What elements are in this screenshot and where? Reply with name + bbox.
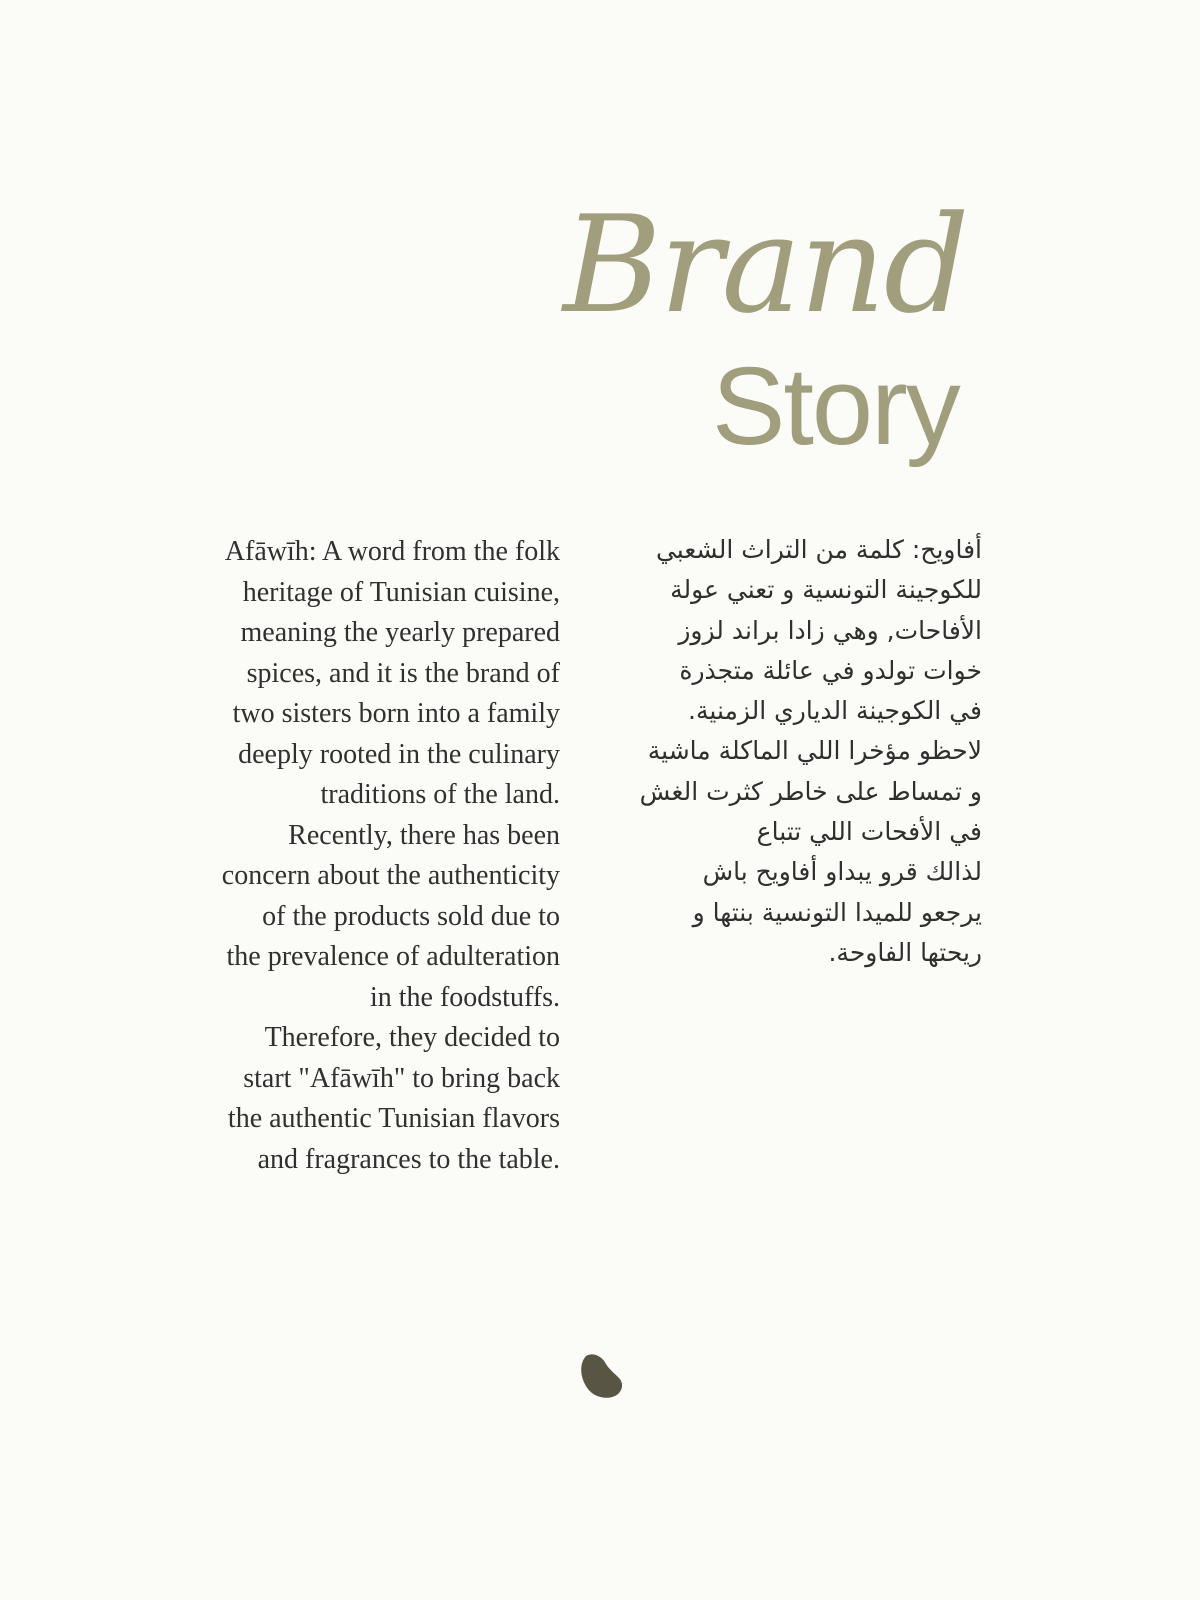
- english-story-text: Afāwīh: A word from the folk heritage of Tunisian cuisine, meaning the yearly prepared spices, and it is the brand of two sisters born into a family deeply rooted in the culinary traditions of the land. Recently, there has been concern about the authenticity of the products sold due to the prevalence of adulteration in the foodstuffs. Therefore, they decided to start "Afāwīh" to bring back the authentic Tunisian flavors and fragrances to the table.: [221, 536, 560, 1175]
- seed-mark-icon: [578, 1352, 624, 1398]
- arabic-story-text: أفاويح: كلمة من التراث الشعبي للكوجينة التونسية و تعني عولة الأفاحات, وهي زادا براند لزوز خوات تولدو في عائلة متجذرة في الكوجينة الدياري الزمنية. لاحظو مؤخرا اللي الماكلة ماشية و تمساط على خاطر كثرت الغش في الأفحات اللي تتباع لذالك قرو يبداو أفاويح باش يرجعو للميدا التونسية بنتها و ريحتها الفاوحة.: [639, 535, 982, 967]
- title-story: Story: [712, 345, 959, 468]
- title-brand: Brand: [563, 187, 968, 343]
